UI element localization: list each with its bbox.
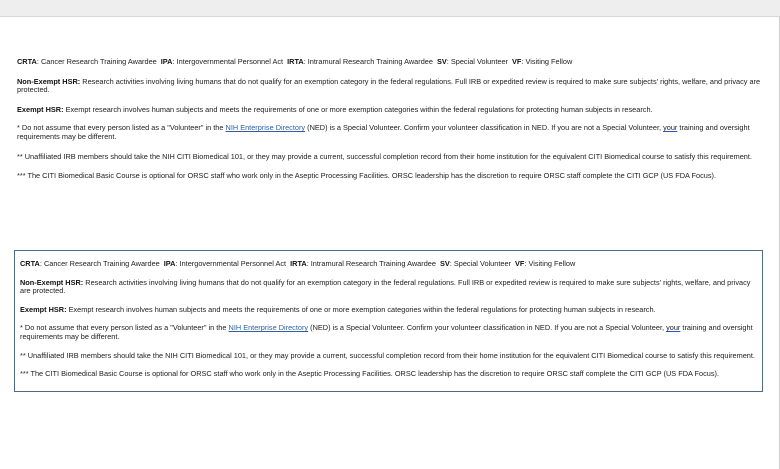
- ipa-abbr: IPA: [163, 259, 176, 268]
- irta-abbr: IRTA: [287, 57, 304, 66]
- ned-link[interactable]: NIH Enterprise Directory: [225, 123, 306, 133]
- vf-abbr: VF: [512, 57, 522, 66]
- ipa-definition: : Intergovernmental Personnel Act: [175, 259, 287, 268]
- irb-member-note: [17, 153, 762, 162]
- sv-abbr: SV: [439, 259, 450, 268]
- crta-abbr: CRTA: [20, 259, 40, 268]
- ned-link[interactable]: NIH Enterprise Directory: [228, 323, 309, 333]
- your-word: your: [663, 123, 678, 133]
- exempt-text: Exempt research involves human subjects and meets the requirements of one or more exemption categories within the federal regulations for protecting human subjects in research.: [66, 304, 656, 314]
- irb-member-note-text: ** Unaffiliated IRB members should take the NIH CITI Biomedical 101, or they may provide a current, successful completion record from their home institution for the equivalent CITI Biomedical course to satisfy this requirement.: [20, 350, 755, 360]
- irb-member-note: [20, 352, 762, 361]
- exempt-label: Exempt HSR:: [20, 304, 67, 314]
- orsc-note: [20, 370, 762, 379]
- glossary-line: [17, 58, 762, 67]
- vf-abbr: VF: [515, 259, 525, 268]
- crta-definition: : Cancer Research Training Awardee: [39, 259, 160, 268]
- sv-abbr: SV: [436, 57, 447, 66]
- crta-definition: : Cancer Research Training Awardee: [36, 57, 157, 66]
- volunteer-note-post: training and oversight requirements may be different.: [17, 123, 750, 141]
- exempt-paragraph: [20, 306, 762, 315]
- irb-member-note-text: ** Unaffiliated IRB members should take the NIH CITI Biomedical 101, or they may provide a current, successful completion record from their home institution for the equivalent CITI Biomedical course to satisfy this requirement.: [17, 151, 752, 161]
- orsc-note-text: *** The CITI Biomedical Basic Course is optional for ORSC staff who work only in the Aseptic Processing Facilities. ORSC leadership has the discretion to require ORSC staff complete the CITI GCP (US FDA Focus).: [20, 369, 720, 379]
- volunteer-note: [20, 324, 762, 341]
- volunteer-note: [17, 124, 762, 141]
- exempt-paragraph: [17, 106, 762, 115]
- glossary-line: [20, 260, 762, 269]
- exempt-label: Exempt HSR:: [17, 104, 64, 114]
- sv-definition: : Special Volunteer: [449, 259, 511, 268]
- volunteer-note-pre: * Do not assume that every person listed as a "Volunteer" in the: [17, 123, 226, 133]
- vf-definition: : Visiting Fellow: [521, 57, 573, 66]
- document-page: [0, 16, 780, 469]
- volunteer-note-post: training and oversight requirements may be different.: [20, 323, 753, 341]
- non-exempt-text: Research activities involving living humans that do not qualify for an exemption category in the federal regulations. Full IRB or expedited review is required to make sure subjects' rights, welfare, and privacy are protected.: [17, 76, 761, 95]
- vf-definition: : Visiting Fellow: [524, 259, 576, 268]
- ipa-definition: : Intergovernmental Personnel Act: [172, 57, 284, 66]
- crta-abbr: CRTA: [17, 57, 37, 66]
- ipa-abbr: IPA: [160, 57, 173, 66]
- non-exempt-paragraph: [20, 279, 762, 296]
- volunteer-note-mid: (NED) is a Special Volunteer. Confirm your volunteer classification in NED. If you are not a Special Volunteer,: [308, 323, 667, 333]
- orsc-note-text: *** The CITI Biomedical Basic Course is optional for ORSC staff who work only in the Aseptic Processing Facilities. ORSC leadership has the discretion to require ORSC staff complete the CITI GCP (US FDA Focus).: [17, 171, 717, 181]
- non-exempt-label: Non-Exempt HSR:: [20, 277, 84, 287]
- irta-definition: : Intramural Research Training Awardee: [306, 259, 436, 268]
- non-exempt-label: Non-Exempt HSR:: [17, 76, 81, 86]
- non-exempt-paragraph: [17, 78, 762, 95]
- non-exempt-text: Research activities involving living humans that do not qualify for an exemption category in the federal regulations. Full IRB or expedited review is required to make sure subjects' rights, welfare, and privacy are protected.: [20, 277, 751, 296]
- notes-block-plain: [17, 58, 762, 181]
- sv-definition: : Special Volunteer: [446, 57, 508, 66]
- volunteer-note-mid: (NED) is a Special Volunteer. Confirm your volunteer classification in NED. If you are not a Special Volunteer,: [305, 123, 664, 133]
- irta-definition: : Intramural Research Training Awardee: [303, 57, 433, 66]
- exempt-text: Exempt research involves human subjects and meets the requirements of one or more exemption categories within the federal regulations for protecting human subjects in research.: [63, 104, 653, 114]
- your-word: your: [666, 323, 681, 333]
- orsc-note: [17, 172, 762, 181]
- notes-block-boxed: [14, 250, 763, 392]
- volunteer-note-pre: * Do not assume that every person listed as a "Volunteer" in the: [20, 323, 229, 333]
- irta-abbr: IRTA: [290, 259, 307, 268]
